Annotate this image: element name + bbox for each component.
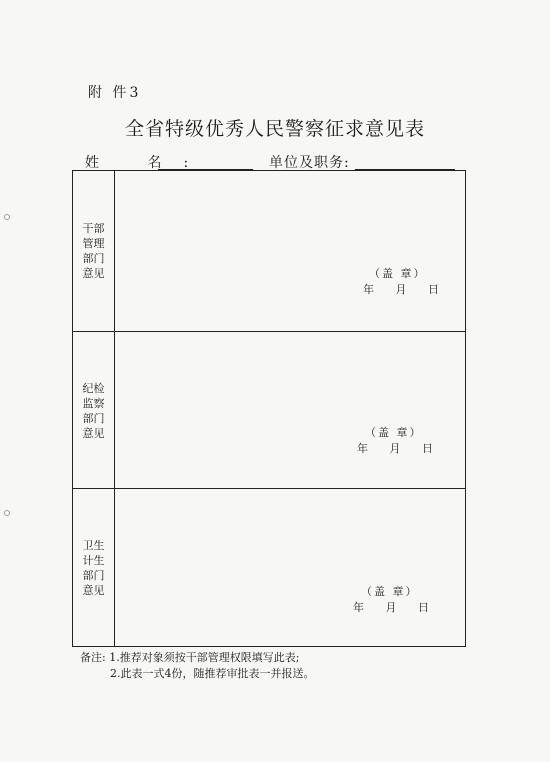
section-row-cadre	[73, 171, 465, 331]
section-label: 干部管理部门意见	[82, 222, 105, 280]
seal-text: （盖 章）	[369, 267, 427, 280]
binding-hole	[4, 214, 10, 220]
date-text: 年 月 日	[353, 601, 431, 614]
date-text: 年 月 日	[357, 442, 435, 455]
remarks-prefix: 备注:	[80, 651, 106, 664]
name-label: 姓 名:	[85, 155, 211, 171]
date-text: 年 月 日	[363, 283, 441, 296]
opinion-table	[72, 170, 466, 647]
section-row-health	[73, 488, 465, 647]
section-label: 纪检监察部门意见	[82, 381, 105, 440]
section-label: 卫生计生部门意见	[82, 539, 105, 597]
seal-text: （盖 章）	[361, 585, 419, 598]
page-title: 全省特级优秀人民警察征求意见表	[124, 118, 425, 140]
seal-text: （盖 章）	[365, 426, 423, 439]
unit-position-label: 单位及职务:	[269, 155, 350, 171]
attachment-label: 附 件3	[88, 85, 142, 101]
section-row-discipline	[73, 331, 465, 489]
remark-2: 2.此表一式4份，随推荐审批表一并报送。	[110, 667, 315, 680]
binding-hole	[4, 510, 10, 516]
section-label-cell	[73, 171, 115, 331]
remark-1: 1.推荐对象须按干部管理权限填写此表;	[109, 651, 300, 664]
remarks	[80, 650, 315, 682]
section-label-cell	[73, 332, 115, 489]
section-label-cell	[73, 489, 115, 647]
